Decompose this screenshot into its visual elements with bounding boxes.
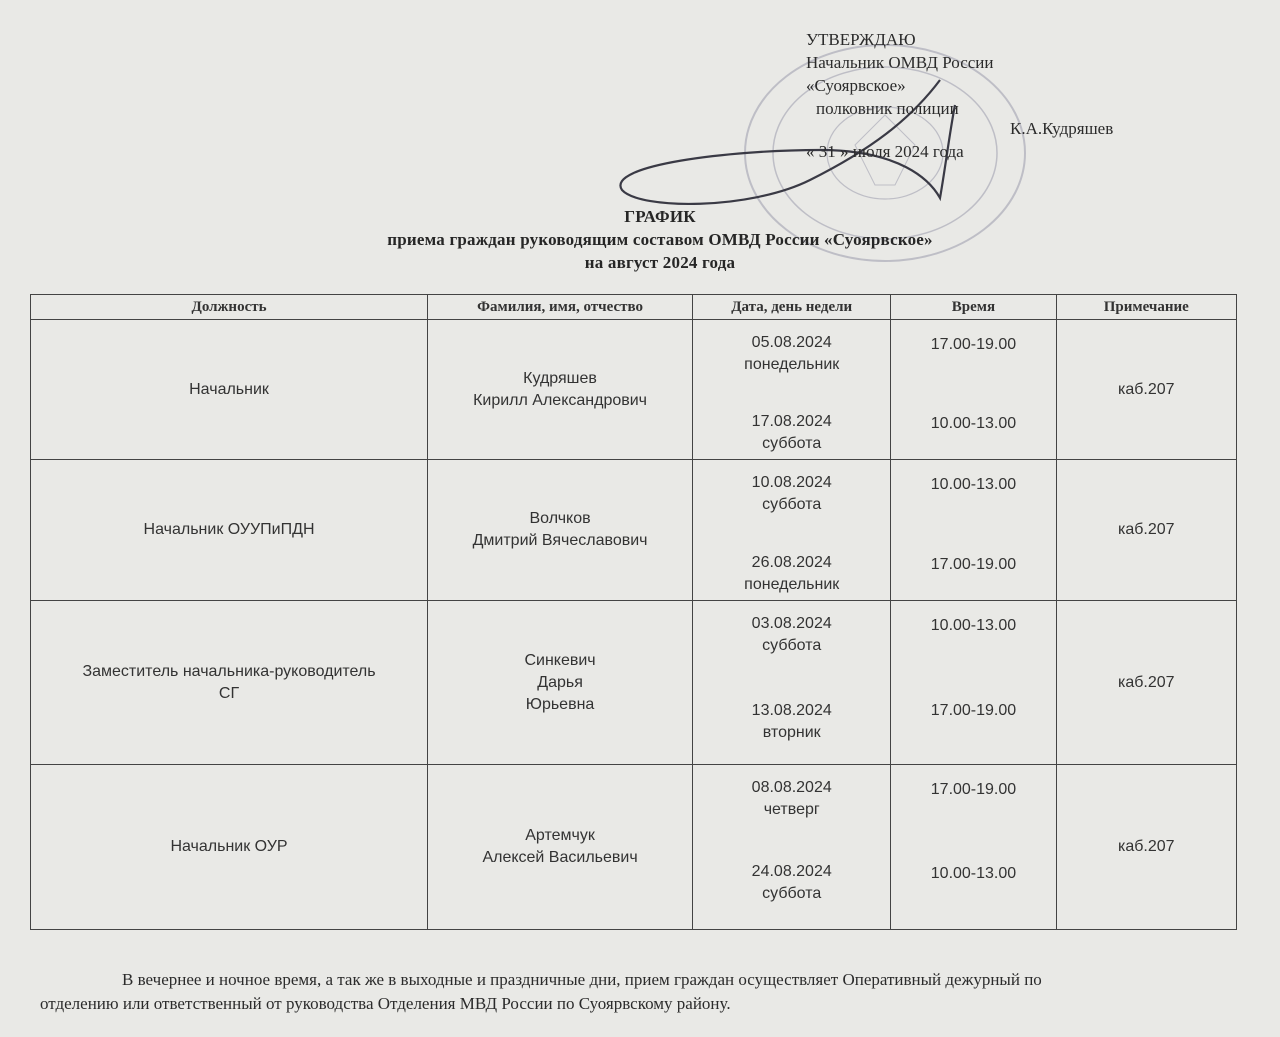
footer-note: [40, 968, 1270, 1016]
surname: Волчков: [529, 510, 591, 527]
time-2: 17.00-19.00: [930, 556, 1017, 573]
surname: Кудряшев: [523, 369, 597, 387]
title-line-1: ГРАФИК: [624, 207, 696, 226]
weekday-2: суббота: [762, 885, 822, 902]
date-2: 17.08.2024: [751, 413, 832, 430]
header-name: Фамилия, имя, отчество: [428, 295, 693, 320]
header-time: Время: [891, 295, 1056, 320]
date-cell: [693, 765, 891, 930]
table-header-row: [31, 295, 1237, 320]
date-1: 08.08.2024: [751, 779, 832, 796]
given-names: Алексей Васильевич: [482, 849, 638, 866]
document-title: [0, 205, 1280, 274]
name-cell: [428, 320, 693, 460]
footer-line-1: В вечернее и ночное время, а так же в выходные и праздничные дни, прием граждан осуществляет Оперативный дежурный по: [122, 970, 1042, 989]
table-row: [31, 601, 1237, 765]
date-cell: [693, 320, 891, 460]
name-cell: [428, 460, 693, 601]
date-cell: [693, 460, 891, 601]
footer-line-2: отделению или ответственный от руководства Отделения МВД России по Суоярвскому району.: [40, 994, 731, 1013]
time-cell: [891, 601, 1056, 765]
date-cell: [693, 601, 891, 765]
note-text: каб.207: [1118, 380, 1175, 398]
approval-position: Начальник ОМВД России: [806, 53, 994, 72]
time-cell: [891, 460, 1056, 601]
weekday-2: понедельник: [744, 576, 840, 593]
note-cell: [1056, 320, 1236, 460]
time-2: 10.00-13.00: [930, 415, 1017, 432]
date-2: 13.08.2024: [751, 702, 832, 719]
time-1: 17.00-19.00: [930, 336, 1017, 353]
surname: Артемчук: [525, 827, 595, 844]
weekday-2: суббота: [762, 435, 822, 452]
weekday-1: суббота: [762, 496, 822, 513]
time-cell: [891, 320, 1056, 460]
note-cell: [1056, 765, 1236, 930]
header-date: Дата, день недели: [693, 295, 891, 320]
time-1: 17.00-19.00: [930, 781, 1017, 798]
position-cell: [31, 320, 428, 460]
weekday-2: вторник: [762, 724, 821, 741]
time-cell: [891, 765, 1056, 930]
reception-schedule-table: [30, 294, 1237, 930]
table-row: [31, 460, 1237, 601]
position-text: Начальник ОУР: [170, 838, 288, 855]
weekday-1: суббота: [762, 637, 822, 654]
first-name: Дарья: [537, 673, 583, 691]
name-cell: [428, 601, 693, 765]
position-text-line-2: СГ: [218, 684, 240, 702]
title-line-3: на август 2024 года: [584, 253, 736, 272]
note-text: каб.207: [1118, 838, 1175, 855]
given-names: Кирилл Александрович: [473, 391, 648, 409]
position-text: Начальник ОУУПиПДН: [143, 521, 315, 538]
approval-signer: К.А.Кудряшев: [1010, 119, 1114, 138]
table-row: [31, 765, 1237, 930]
approval-date: « 31 » июля 2024 года: [806, 142, 964, 161]
position-cell: [31, 765, 428, 930]
approval-rank: полковник полиции: [816, 99, 959, 118]
position-cell: [31, 601, 428, 765]
date-1: 10.08.2024: [751, 474, 832, 491]
time-2: 10.00-13.00: [930, 865, 1017, 882]
time-1: 10.00-13.00: [930, 617, 1017, 634]
time-1: 10.00-13.00: [930, 476, 1017, 493]
patronymic: Юрьевна: [525, 695, 595, 713]
table-row: [31, 320, 1237, 460]
position-cell: [31, 460, 428, 601]
surname: Синкевич: [524, 651, 596, 669]
weekday-1: понедельник: [744, 356, 840, 373]
note-cell: [1056, 460, 1236, 601]
weekday-1: четверг: [763, 801, 820, 818]
header-note: Примечание: [1056, 295, 1236, 320]
date-2: 24.08.2024: [751, 863, 832, 880]
date-2: 26.08.2024: [751, 554, 832, 571]
title-line-2: приема граждан руководящим составом ОМВД России «Суоярвское»: [387, 230, 933, 249]
date-1: 03.08.2024: [751, 615, 832, 632]
date-1: 05.08.2024: [751, 334, 832, 351]
given-names: Дмитрий Вячеславович: [472, 532, 648, 549]
note-text: каб.207: [1118, 521, 1175, 538]
position-text: Начальник: [189, 380, 269, 398]
approval-department: «Суоярвское»: [806, 76, 906, 95]
name-cell: [428, 765, 693, 930]
time-2: 17.00-19.00: [930, 702, 1017, 719]
header-position: Должность: [31, 295, 428, 320]
note-text: каб.207: [1118, 673, 1175, 691]
note-cell: [1056, 601, 1236, 765]
approval-heading: УТВЕРЖДАЮ: [806, 30, 916, 49]
approval-block: [806, 28, 1114, 161]
position-text-line-1: Заместитель начальника-руководитель: [82, 662, 376, 680]
